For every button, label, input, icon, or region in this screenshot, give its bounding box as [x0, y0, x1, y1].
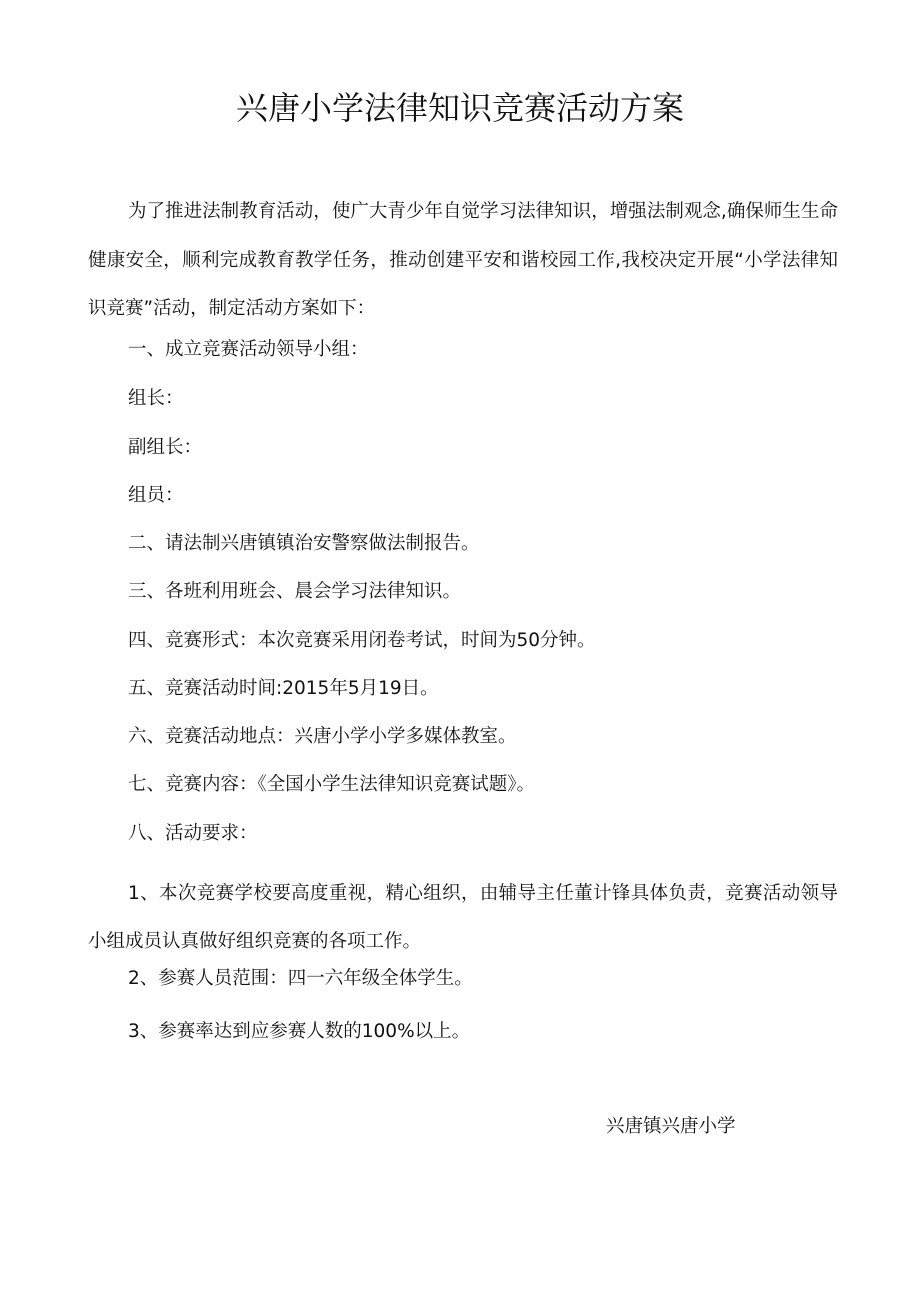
- requirement-1: 1、本次竞赛学校要高度重视，精心组织，由辅导主任董计锋具体负责，竞赛活动领导小组成员认真做好组织竞赛的各项工作。: [88, 883, 838, 952]
- group-leader-line: 组长：: [128, 388, 184, 409]
- section-6-line: 六、竞赛活动地点：兴唐小学小学多媒体教室。: [128, 726, 517, 747]
- document-title: 兴唐小学法律知识竞赛活动方案: [235, 89, 684, 127]
- deputy-leader-line: 副组长：: [128, 437, 203, 458]
- requirement-3: 3、参赛率达到应参赛人数的100%以上。: [128, 1021, 471, 1042]
- signature: 兴唐镇兴唐小学: [606, 1116, 736, 1137]
- section-7-line: 七、竞赛内容：《全国小学生法律知识竞赛试题》。: [128, 774, 536, 795]
- intro-paragraph: 为了推进法制教育活动，使广大青少年自觉学习法律知识，增强法制观念,确保师生生命健康安全，顺利完成教育教学任务，推动创建平安和谐校园工作,我校决定开展“小学法律知识竞赛”活动，制定活动方案如下：: [88, 201, 838, 319]
- section-3-line: 三、各班利用班会、晨会学习法律知识。: [128, 581, 462, 602]
- section-8-heading: 八、活动要求：: [128, 823, 258, 844]
- section-4-line: 四、竞赛形式：本次竞赛采用闭卷考试，时间为50分钟。: [128, 630, 596, 651]
- section-2-line: 二、请法制兴唐镇镇治安警察做法制报告。: [128, 533, 480, 554]
- section-5-line: 五、竞赛活动时间:2015年5月19日。: [128, 678, 439, 699]
- requirement-2: 2、参赛人员范围：四一六年级全体学生。: [128, 968, 473, 989]
- section-1-heading: 一、成立竞赛活动领导小组：: [128, 339, 369, 360]
- group-members-line: 组员：: [128, 485, 184, 506]
